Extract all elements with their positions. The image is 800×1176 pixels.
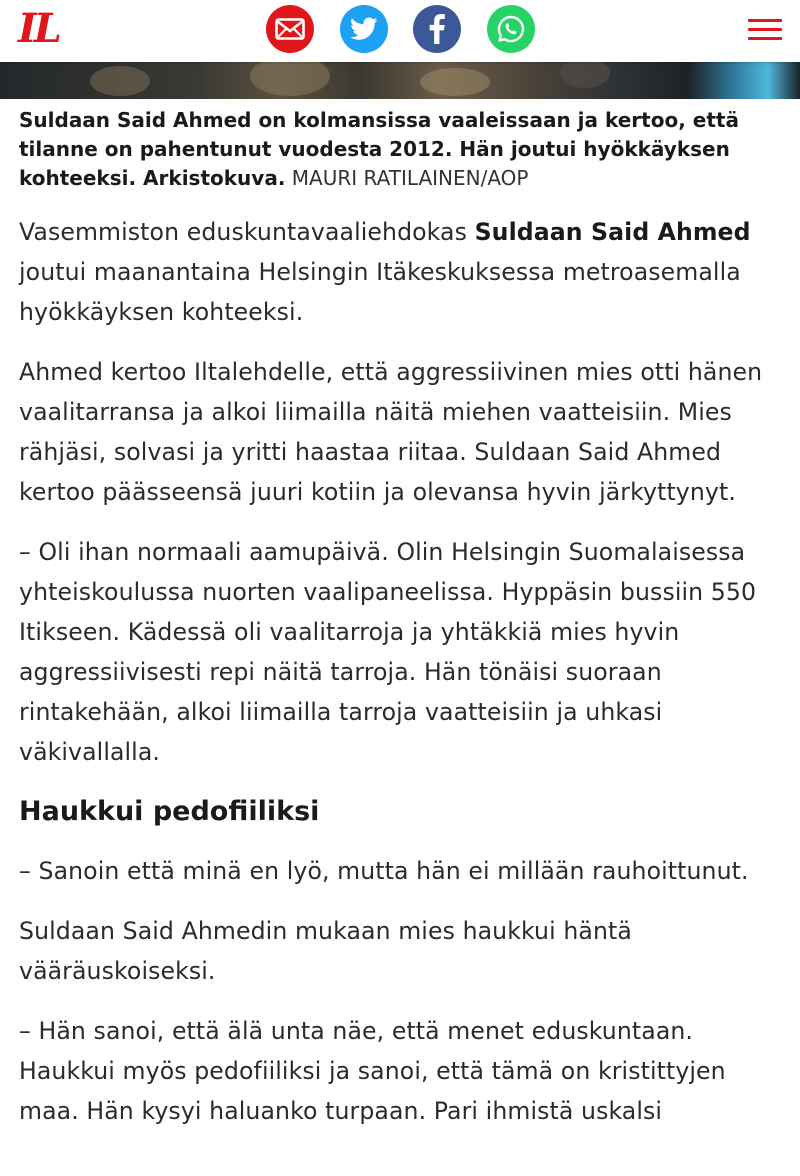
email-share-button[interactable] [266, 5, 314, 53]
paragraph: Suldaan Said Ahmedin mukaan mies haukkui häntä vääräuskoiseksi. [19, 917, 632, 985]
paragraph: Ahmed kertoo Iltalehdelle, että aggressiivinen mies otti hänen vaalitarransa ja alkoi liimailla näitä miehen vaatteisiin. Mies rähjäsi, solvasi ja yritti haastaa riitaa. Suldaan Said Ahmed kertoo päässeensä juuri kotiin ja olevansa hyvin järkyttynyt. [19, 358, 763, 506]
menu-bar [748, 37, 782, 40]
photo-caption [19, 106, 779, 193]
article-photo [0, 62, 800, 99]
menu-bar [748, 19, 782, 22]
menu-bar [748, 28, 782, 31]
twitter-share-button[interactable] [340, 5, 388, 53]
paragraph [19, 212, 784, 332]
paragraph-text: joutui maanantaina Helsingin Itäkeskuksessa metroasemalla hyökkäyksen kohteeksi. [19, 258, 741, 326]
photo-credit: MAURI RATILAINEN/AOP [291, 166, 529, 190]
paragraph: – Oli ihan normaali aamupäivä. Olin Helsingin Suomalaisessa yhteiskoulussa nuorten vaalipaneelissa. Hyppäsin bussiin 550 Itikseen. Kädessä oli vaalitarroja ja yhtäkkiä mies hyvin aggressiivisesti repi näitä tarroja. Hän tönäisi suoraan rintakehään, alkoi liimailla tarroja vaatteisiin ja uhkasi väkivallalla. [19, 538, 757, 766]
paragraph-text: Vasemmiston eduskuntavaaliehdokas [19, 218, 475, 246]
paragraph: – Sanoin että minä en lyö, mutta hän ei millään rauhoittunut. [19, 857, 749, 885]
facebook-share-button[interactable] [413, 5, 461, 53]
article-body [19, 212, 784, 1151]
facebook-icon [428, 14, 446, 44]
iltalehti-logo[interactable]: IL [18, 5, 59, 52]
whatsapp-icon [496, 14, 526, 44]
top-navigation-bar [0, 0, 800, 62]
hamburger-menu-icon[interactable] [748, 18, 782, 42]
twitter-icon [350, 17, 378, 41]
whatsapp-share-button[interactable] [487, 5, 535, 53]
person-name: Suldaan Said Ahmed [474, 218, 751, 246]
subheading: Haukkui pedofiiliksi [19, 796, 320, 827]
paragraph: – Hän sanoi, että älä unta näe, että menet eduskuntaan. Haukkui myös pedofiiliksi ja sanoi, että tämä on kristittyjen maa. Hän kysyi haluanko turpaan. Pari ihmistä uskalsi [19, 1017, 726, 1125]
caption-text: Suldaan Said Ahmed on kolmansissa vaaleissaan ja kertoo, että tilanne on pahentunut vuodesta 2012. Hän joutui hyökkäyksen kohteeksi. Arkistokuva. [19, 108, 739, 190]
email-icon [275, 18, 305, 40]
